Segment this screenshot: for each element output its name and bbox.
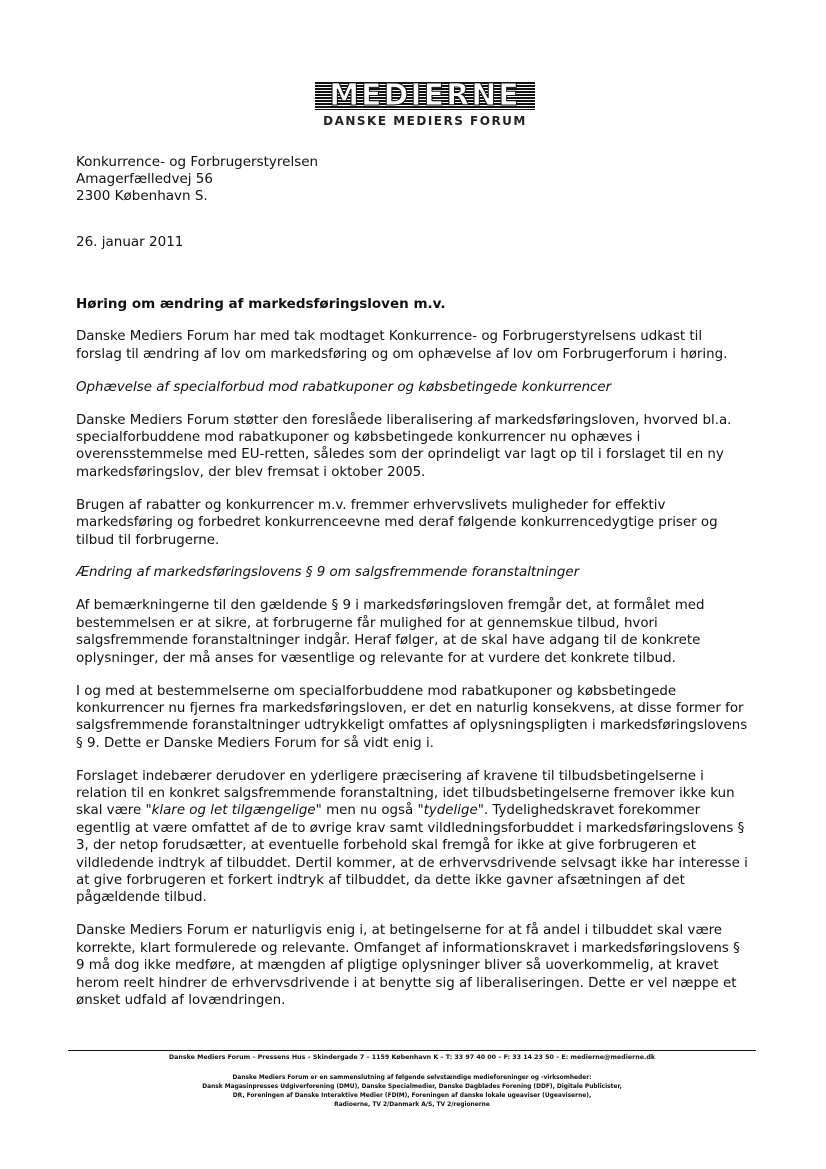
footer-members <box>68 1074 756 1110</box>
footer-contact: Danske Mediers Forum – Pressens Hus – Skindergade 7 – 1159 København K – T: 33 97 40 00 – F: 33 14 23 50 – E: medierne@medierne.dk <box>168 1054 656 1061</box>
letter-date: 26. januar 2011 <box>76 234 184 250</box>
logo <box>312 78 538 128</box>
footer-line: Danske Mediers Forum er en sammenslutning af følgende selvstændige medieforeninger og -virksomheder: <box>232 1075 592 1081</box>
section-heading: Ændring af markedsføringslovens § 9 om salgsfremmende foranstaltninger <box>76 565 580 581</box>
footer-line: Dansk Magasinpresses Udgiverforening (DMU), Danske Specialmedier, Danske Dagblades Forening (DDF), Digitale Publicister, <box>202 1084 622 1090</box>
footer-line: DR, Foreningen af Danske Interaktive Medier (FDIM), Foreningen af danske lokale ugeaviser (Ugeaviserne), <box>232 1093 592 1099</box>
paragraph: I og med at bestemmelserne om specialforbuddene mod rabatkuponer og købsbetingede konkurrencer nu fjernes fra markedsføringsloven, er det en naturlig konsekvens, at disse former for salgsfremmende foranstaltninger udtrykkeligt omfattes af oplysningspligten i markedsføringslovens § 9. Dette er Danske Mediers Forum for så vidt enig i. <box>76 683 748 751</box>
quote: "tydelige" <box>417 803 484 819</box>
letter-body <box>76 296 750 1025</box>
recipient-line: Konkurrence- og Forbrugerstyrelsen <box>76 154 319 170</box>
paragraph: Forslaget indebærer derudover en yderligere præcisering af kravene til tilbudsbetingelserne i relation til en konkret salgsfremmende foranstaltning, idet tilbudsbetingelserne fremover ikke kun skal være "klare og let tilgængelige" men nu også "tydelige". Tydelighedskravet forekommer egentlig at være omfattet af de to øvrige krav samt vildledningsforbuddet i markedsføringslovens § 3, der netop forudsætter, at eventuelle forbehold skal fremgå for ikke at give forbrugeren et vildledende indtryk af tilbuddet. Dertil kommer, at de erhvervsdrivende selvsagt ikke har interesse i at give forbrugeren et forkert indtryk af tilbuddet, da dette ikke gavner afsætningen af det pågældende tilbud. <box>76 768 748 906</box>
logo-wordmark: MEDIERNE <box>315 82 535 110</box>
logo-subtitle: DANSKE MEDIERS FORUM <box>323 114 527 128</box>
footer-line: Radioerne, TV 2/Danmark A/S, TV 2/regionerne <box>334 1102 490 1108</box>
paragraph: Af bemærkningerne til den gældende § 9 i markedsføringsloven fremgår det, at formålet med bestemmelsen er at sikre, at forbrugerne får mulighed for at gennemskue tilbud, hvori salgsfremmende foranstaltninger indgår. Heraf følger, at de skal have adgang til de konkrete oplysninger, der må anses for væsentlige og relevante for at vurdere det konkrete tilbud. <box>76 598 705 666</box>
recipient-line: 2300 København S. <box>76 188 208 204</box>
paragraph: Danske Mediers Forum er naturligvis enig i, at betingelserne for at få andel i tilbuddet skal være korrekte, klart formulerede og relevante. Omfanget af informationskravet i markedsføringslovens § 9 må dog ikke medføre, at mængden af pligtige oplysninger bliver så uoverkommelig, at kravet herom reelt hindrer de erhvervsdrivende i at benytte sig af liberaliseringen. Dette er vel næppe et ønsket udfald af lovændringen. <box>76 923 740 1008</box>
footer-divider <box>68 1050 756 1051</box>
section-heading: Ophævelse af specialforbud mod rabatkuponer og købsbetingede konkurrencer <box>76 379 612 395</box>
paragraph: Brugen af rabatter og konkurrencer m.v. fremmer erhvervslivets muligheder for effektiv markedsføring og forbedret konkurrenceevne med deraf følgende konkurrencedygtige priser og tilbud til forbrugerne. <box>76 497 718 548</box>
letter-title: Høring om ændring af markedsføringsloven m.v. <box>76 296 446 312</box>
recipient-address <box>76 154 318 205</box>
paragraph: Danske Mediers Forum støtter den foreslåede liberalisering af markedsføringsloven, hvorved bl.a. specialforbuddene mod rabatkuponer og købsbetingede konkurrencer nu ophæves i overensstemmelse med EU-retten, således som der oprindeligt var lagt op til i forslaget til en ny markedsføringslov, der blev fremsat i oktober 2005. <box>76 412 732 480</box>
recipient-line: Amagerfælledvej 56 <box>76 171 213 187</box>
quote: "klare og let tilgængelige" <box>145 803 322 819</box>
paragraph: Danske Mediers Forum har med tak modtaget Konkurrence- og Forbrugerstyrelsens udkast til forslag til ændring af lov om markedsføring og om ophævelse af lov om Forbrugerforum i høring. <box>76 329 728 362</box>
